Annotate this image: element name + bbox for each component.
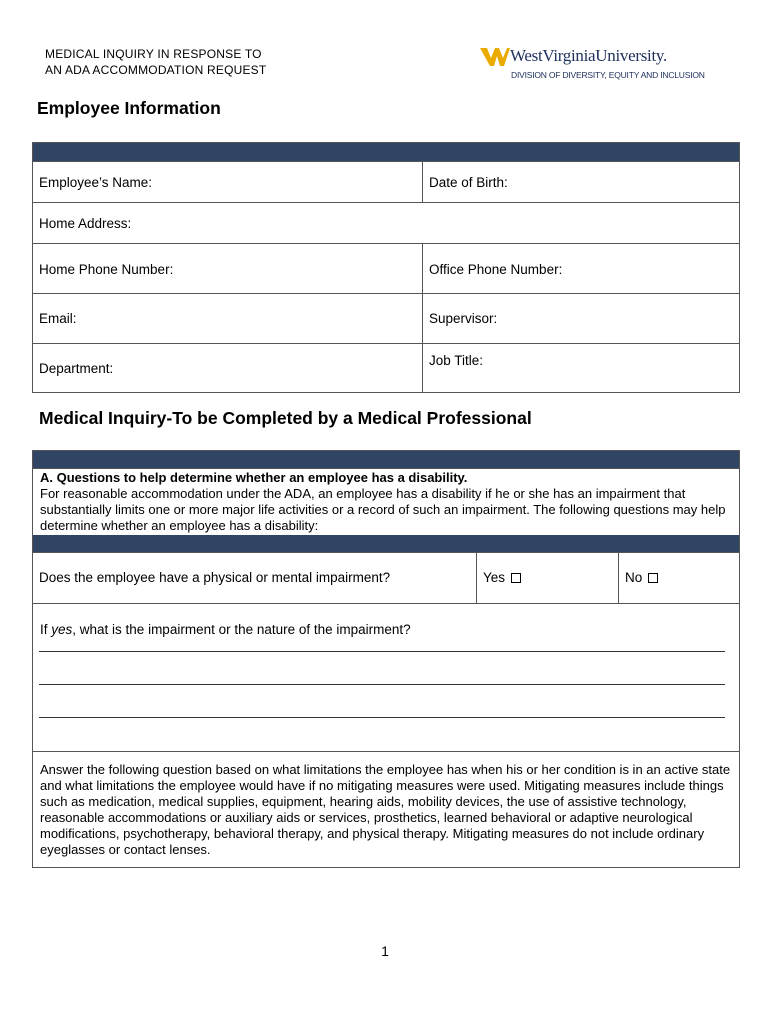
supervisor-field[interactable] (422, 294, 739, 343)
table-header-bar (33, 451, 739, 468)
wvu-logo (480, 44, 705, 84)
impairment-question (33, 553, 476, 603)
page-number: 1 (381, 943, 389, 959)
email-label: Email: (39, 311, 77, 326)
flying-wv-icon (480, 44, 510, 72)
table-header-bar (33, 535, 739, 552)
table-row (33, 161, 739, 202)
office-phone-field[interactable] (422, 244, 739, 293)
employee-section-title: Employee Information (37, 98, 221, 118)
yes-label: Yes (483, 570, 506, 585)
section-a-intro (33, 468, 739, 535)
employee-info-table (32, 142, 740, 393)
job-title-label: Job Title: (429, 353, 484, 368)
limitations-text: Answer the following question based on what limitations the employee has when his or her condition is in an active state and what limitations the employee would have if no mitigating measures were used. Mitigating measures include things such as medication, medical supplies, equipment, hearing aids, mobility devices, the use of assistive technology, reasonable accommodations or auxiliary aids or services, prosthetics, learned behavioral or adaptive neurological modifications, psychotherapy, behavioral therapy, and physical therapy. Mitigating measures do not include ordinary eyeglasses or contact lenses. (40, 762, 731, 857)
answer-line[interactable] (39, 651, 725, 652)
department-label: Department: (39, 361, 114, 376)
supervisor-label: Supervisor: (429, 311, 498, 326)
form-title-line2: AN ADA ACCOMMODATION REQUEST (45, 63, 267, 77)
logo-wordmark: WestVirginiaUniversity. (510, 46, 667, 65)
employee-name-label: Employee’s Name: (39, 175, 153, 190)
form-title-line1: MEDICAL INQUIRY IN RESPONSE TO (45, 47, 262, 61)
home-address-field[interactable] (33, 203, 739, 243)
dob-field[interactable] (422, 162, 739, 202)
medical-inquiry-table (32, 450, 740, 868)
table-row (33, 552, 739, 603)
limitations-instructions (33, 751, 739, 867)
department-field[interactable] (33, 344, 422, 392)
yes-checkbox[interactable] (511, 573, 521, 583)
impairment-description-prompt: If yes, what is the impairment or the nature of the impairment? (40, 622, 411, 637)
form-title-block (45, 46, 266, 78)
job-title-field[interactable] (422, 344, 739, 392)
no-label: No (625, 570, 643, 585)
section-a-heading: A. Questions to help determine whether an employee has a disability. (40, 470, 468, 485)
impairment-description-field[interactable] (33, 603, 739, 751)
section-a-intro-text: For reasonable accommodation under the ADA, an employee has a disability if he or she has an impairment that substantially limits one or more major life activities or a record of such an impairment. The following questions may help determine whether an employee has a disability: (40, 486, 726, 533)
answer-line[interactable] (39, 684, 725, 685)
no-option[interactable] (618, 553, 739, 603)
employee-name-field[interactable] (33, 162, 422, 202)
answer-line[interactable] (39, 717, 725, 718)
table-row (33, 293, 739, 343)
home-address-label: Home Address: (39, 216, 132, 231)
table-header-bar (33, 143, 739, 161)
table-row (33, 202, 739, 243)
home-phone-label: Home Phone Number: (39, 262, 174, 277)
email-field[interactable] (33, 294, 422, 343)
office-phone-label: Office Phone Number: (429, 262, 563, 277)
dob-label: Date of Birth: (429, 175, 508, 190)
logo-division: DIVISION OF DIVERSITY, EQUITY AND INCLUSION (511, 70, 705, 80)
yes-option[interactable] (476, 553, 618, 603)
table-row (33, 243, 739, 293)
home-phone-field[interactable] (33, 244, 422, 293)
no-checkbox[interactable] (648, 573, 658, 583)
medical-section-title: Medical Inquiry-To be Completed by a Medical Professional (39, 408, 532, 428)
impairment-question-text: Does the employee have a physical or mental impairment? (39, 570, 391, 585)
table-row (33, 343, 739, 392)
